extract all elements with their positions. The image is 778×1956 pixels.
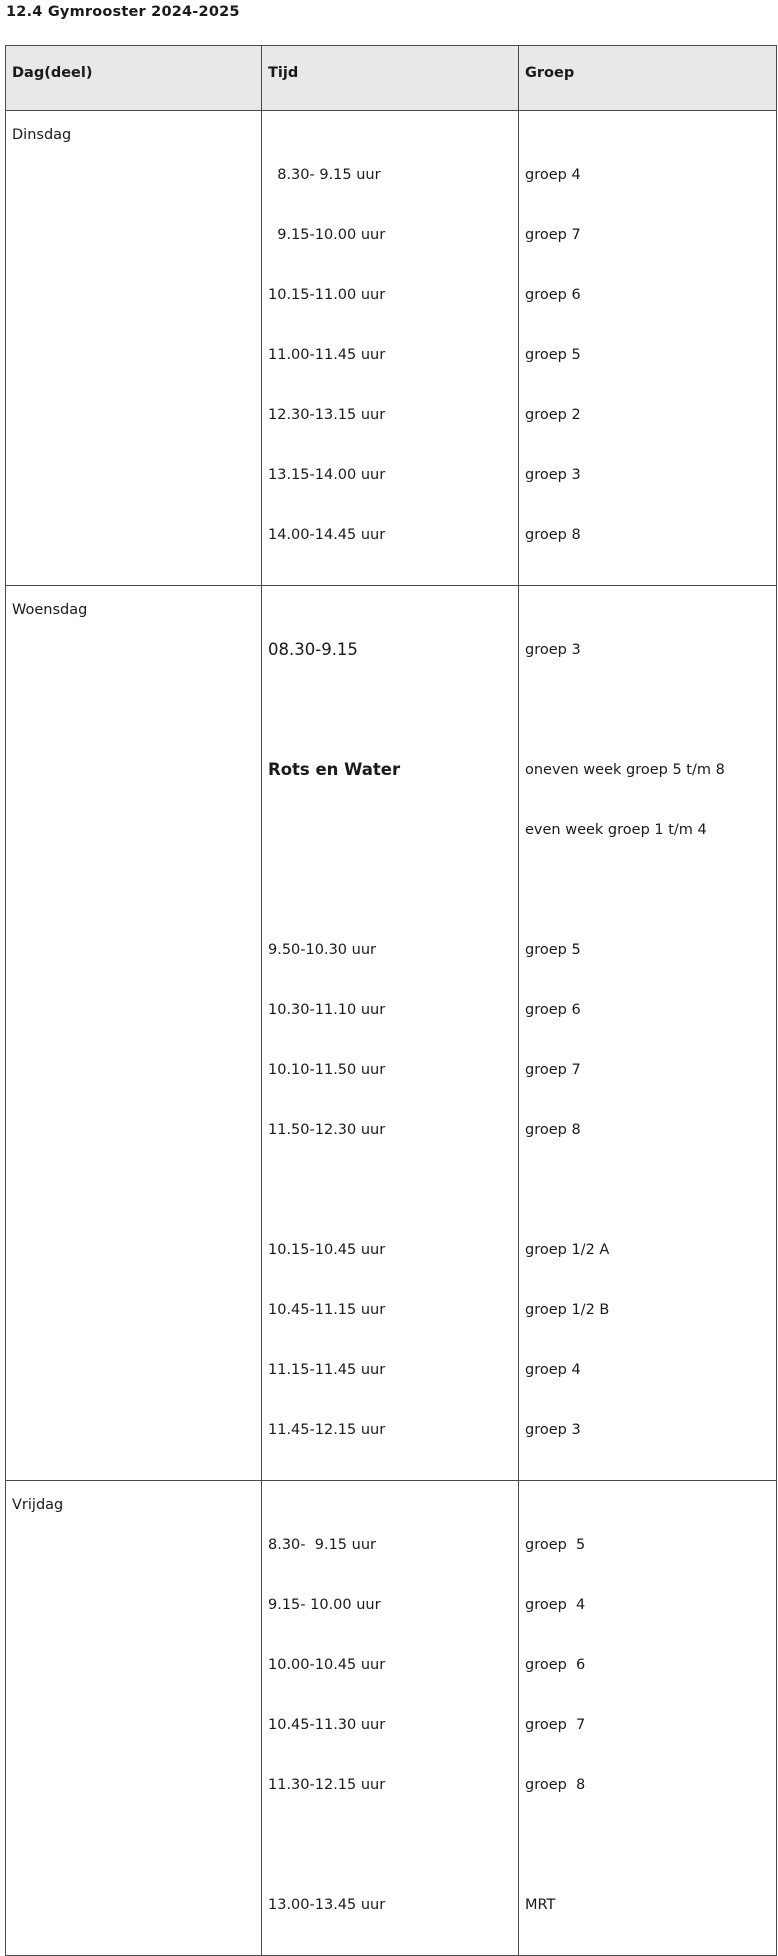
time-entry: 9.50-10.30 uur xyxy=(268,942,376,958)
group-entry: groep 4 xyxy=(525,1362,581,1378)
time-entry: 9.15- 10.00 uur xyxy=(268,1597,381,1613)
time-entry: 10.30-11.10 uur xyxy=(268,1002,386,1018)
time-entry: 11.15-11.45 uur xyxy=(268,1362,386,1378)
time-entry: 14.00-14.45 uur xyxy=(268,527,386,543)
group-entry: MRT xyxy=(525,1897,556,1913)
time-entry: 08.30-9.15 xyxy=(268,640,358,659)
gym-schedule-table xyxy=(5,45,777,1956)
group-entry: even week groep 1 t/m 4 xyxy=(525,822,707,838)
time-entry: 10.00-10.45 uur xyxy=(268,1657,386,1673)
group-cell xyxy=(519,111,777,586)
group-entry: groep 4 xyxy=(525,1597,586,1613)
time-cell xyxy=(262,1481,519,1956)
group-entry: groep 7 xyxy=(525,1062,581,1078)
group-entry: groep 8 xyxy=(525,527,581,543)
time-entry: 8.30- 9.15 uur xyxy=(268,1537,376,1553)
group-entry: groep 6 xyxy=(525,1657,586,1673)
time-entry: 10.15-10.45 uur xyxy=(268,1242,386,1258)
day-label: Vrijdag xyxy=(12,1497,64,1513)
time-entry: 13.00-13.45 uur xyxy=(268,1897,386,1913)
time-entry: 10.45-11.30 uur xyxy=(268,1717,386,1733)
time-entry: 11.00-11.45 uur xyxy=(268,347,386,363)
time-entry: 10.15-11.00 uur xyxy=(268,287,386,303)
group-entry: groep 7 xyxy=(525,1717,586,1733)
time-cell xyxy=(262,111,519,586)
day-cell xyxy=(6,111,262,586)
table-row-dinsdag xyxy=(6,111,777,586)
rots-en-water-heading: Rots en Water xyxy=(268,760,401,779)
group-entry: groep 5 xyxy=(525,942,581,958)
day-cell xyxy=(6,586,262,1481)
table-row-vrijdag xyxy=(6,1481,777,1956)
day-label: Woensdag xyxy=(12,602,88,618)
time-entry: 11.50-12.30 uur xyxy=(268,1122,386,1138)
time-cell xyxy=(262,586,519,1481)
header-dag: Dag(deel) xyxy=(6,46,262,111)
group-entry: groep 6 xyxy=(525,1002,581,1018)
time-entry: 10.45-11.15 uur xyxy=(268,1302,386,1318)
time-entry: 8.30- 9.15 uur xyxy=(268,167,381,183)
header-groep: Groep xyxy=(519,46,777,111)
group-entry: groep 6 xyxy=(525,287,581,303)
time-entry: 11.45-12.15 uur xyxy=(268,1422,386,1438)
time-entry: 9.15-10.00 uur xyxy=(268,227,386,243)
group-entry: groep 3 xyxy=(525,1422,581,1438)
group-entry: groep 1/2 A xyxy=(525,1242,610,1258)
group-entry: groep 8 xyxy=(525,1122,581,1138)
table-row-woensdag xyxy=(6,586,777,1481)
group-entry: groep 5 xyxy=(525,347,581,363)
group-cell xyxy=(519,1481,777,1956)
day-label: Dinsdag xyxy=(12,127,72,143)
day-cell xyxy=(6,1481,262,1956)
group-entry: groep 3 xyxy=(525,467,581,483)
header-tijd: Tijd xyxy=(262,46,519,111)
group-entry: oneven week groep 5 t/m 8 xyxy=(525,762,725,778)
time-entry: 12.30-13.15 uur xyxy=(268,407,386,423)
time-entry: 10.10-11.50 uur xyxy=(268,1062,386,1078)
group-entry: groep 4 xyxy=(525,167,581,183)
group-entry: groep 5 xyxy=(525,1537,586,1553)
group-entry: groep 8 xyxy=(525,1777,586,1793)
page-title: 12.4 Gymrooster 2024-2025 xyxy=(6,4,240,20)
group-entry: groep 3 xyxy=(525,642,581,658)
table-header-row xyxy=(6,46,777,111)
group-entry: groep 7 xyxy=(525,227,581,243)
time-entry: 13.15-14.00 uur xyxy=(268,467,386,483)
group-entry: groep 1/2 B xyxy=(525,1302,610,1318)
group-cell xyxy=(519,586,777,1481)
time-entry: 11.30-12.15 uur xyxy=(268,1777,386,1793)
group-entry: groep 2 xyxy=(525,407,581,423)
